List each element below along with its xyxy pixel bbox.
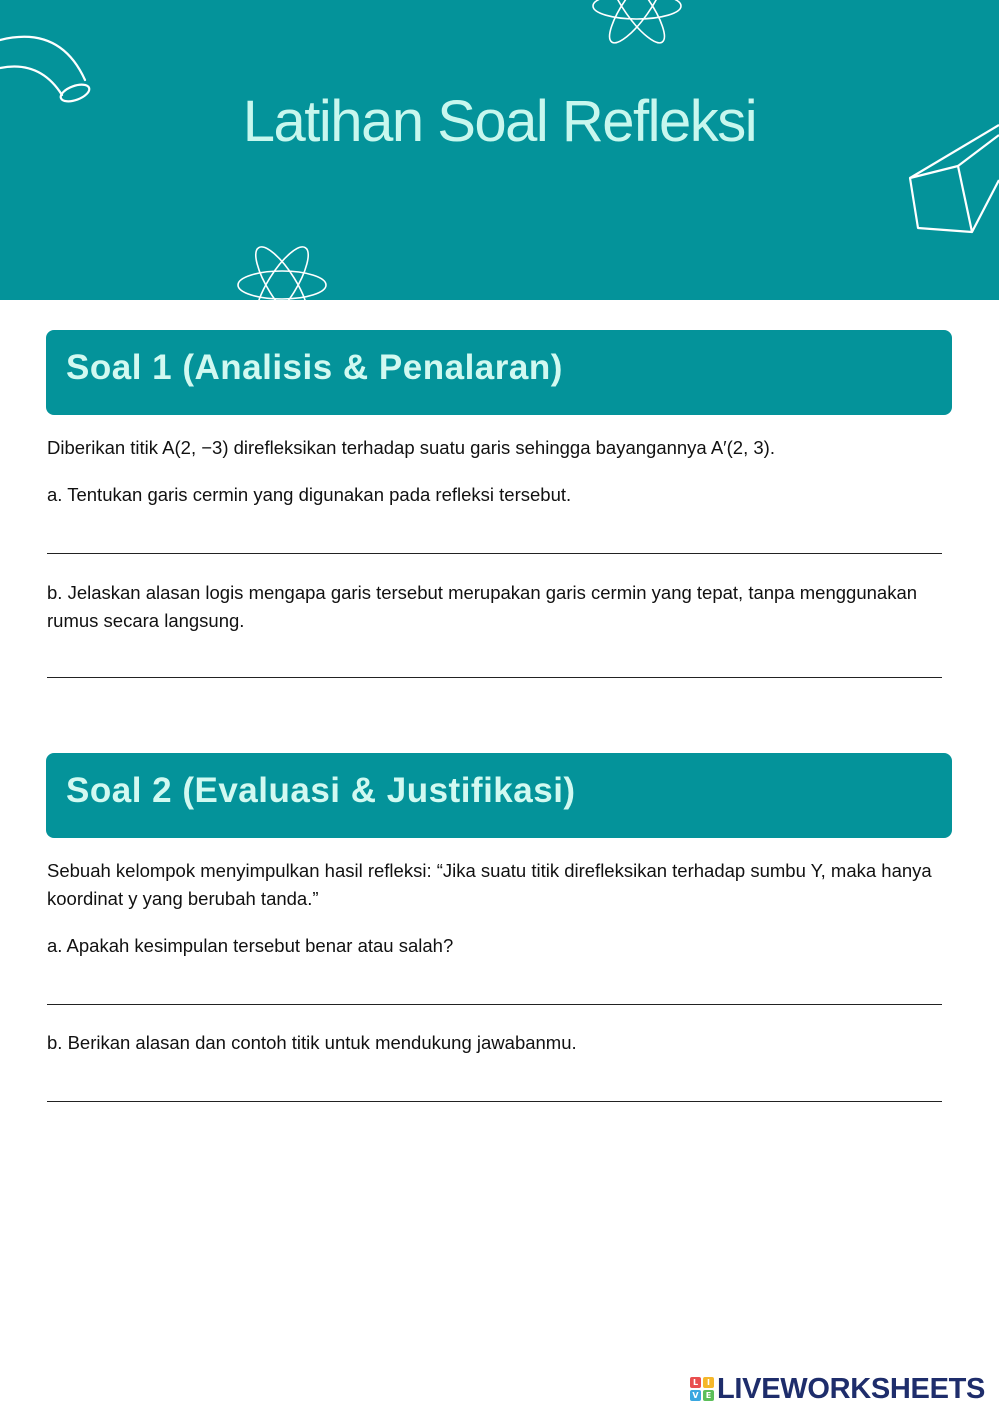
logo-cell-i: I [703, 1377, 714, 1388]
section-1-title: Soal 1 (Analisis & Penalaran) [66, 348, 563, 387]
logo-cell-e: E [703, 1390, 714, 1401]
section-2-title: Soal 2 (Evaluasi & Justifikasi) [66, 771, 576, 810]
section-1-answer-line-a[interactable] [47, 553, 942, 554]
section-2-banner [46, 753, 952, 838]
liveworksheets-logo[interactable] [690, 1372, 985, 1406]
section-2-question-a: a. Apakah kesimpulan tersebut benar atau salah? [47, 935, 454, 956]
logo-cell-l: L [690, 1377, 701, 1388]
logo-cell-v: V [690, 1390, 701, 1401]
section-2-answer-line-b[interactable] [47, 1101, 942, 1102]
section-1-intro: Diberikan titik A(2, −3) direfleksikan terhadap suatu garis sehingga bayangannya A′(2, 3). [47, 437, 775, 458]
header-banner [0, 0, 999, 300]
section-2-question-b: b. Berikan alasan dan contoh titik untuk mendukung jawabanmu. [47, 1032, 577, 1053]
section-1-question-a: a. Tentukan garis cermin yang digunakan pada refleksi tersebut. [47, 484, 572, 505]
section-1-question-b: b. Jelaskan alasan logis mengapa garis tersebut merupakan garis cermin yang tepat, tanpa menggunakan rumus secara langsung. [47, 582, 918, 631]
logo-text: LIVEWORKSHEETS [717, 1372, 986, 1405]
section-2-answer-line-a[interactable] [47, 1004, 942, 1005]
section-2-intro: Sebuah kelompok menyimpulkan hasil refleksi: “Jika suatu titik direfleksikan terhadap sumbu Y, maka hanya koordinat y yang berubah tanda.” [47, 860, 932, 909]
section-1-answer-line-b[interactable] [47, 677, 942, 678]
liveworksheets-logo-icon [690, 1377, 714, 1401]
section-1-banner [46, 330, 952, 415]
page-title: Latihan Soal Refleksi [242, 89, 757, 154]
